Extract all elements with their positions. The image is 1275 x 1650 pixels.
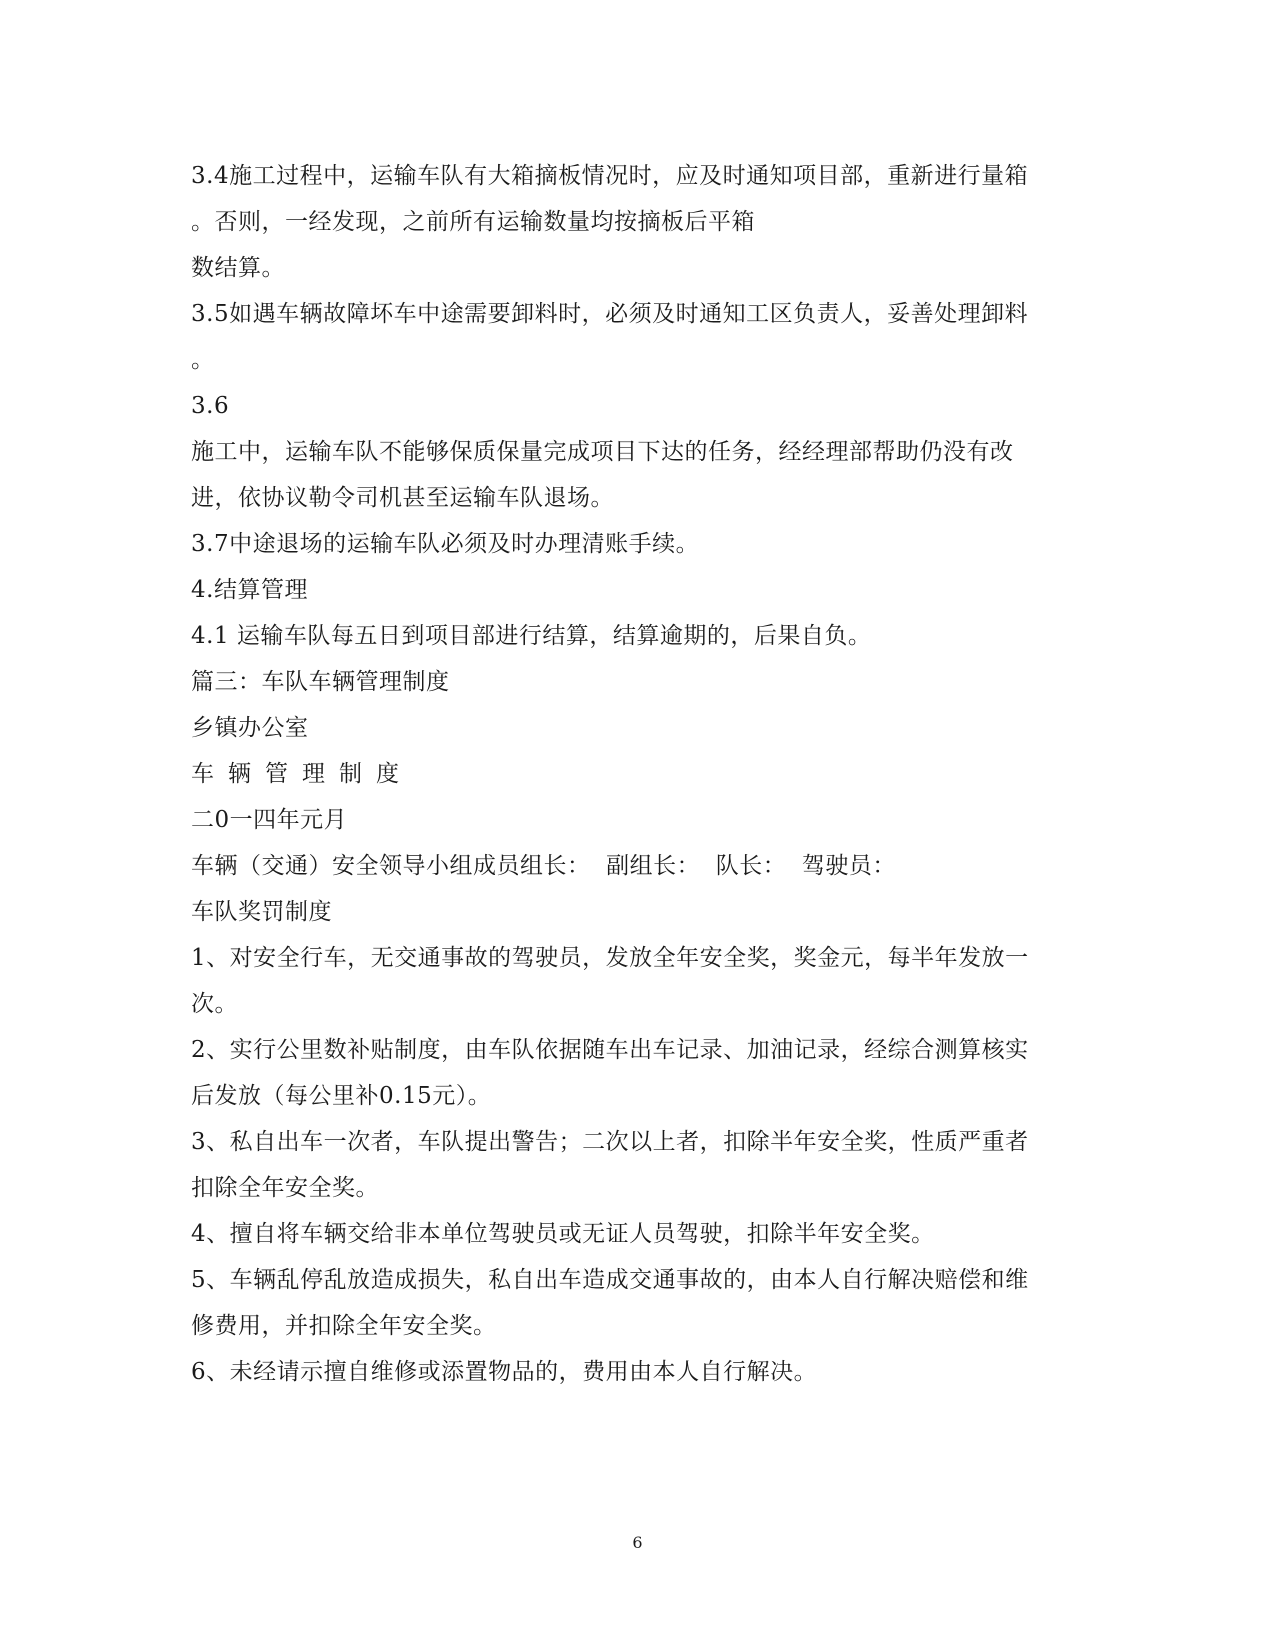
regulation-title: 车辆管理制度 (191, 761, 413, 787)
text-line: 数结算。 (191, 255, 285, 281)
text-line: 1、对安全行车，无交通事故的驾驶员，发放全年安全奖，奖金元，每半年发放一 (191, 945, 1029, 971)
office-name: 乡镇办公室 (191, 715, 309, 741)
section-heading: 车队奖罚制度 (191, 899, 332, 925)
text-line: 。 (191, 347, 215, 373)
text-line: 6、未经请示擅自维修或添置物品的，费用由本人自行解决。 (191, 1359, 818, 1385)
text-line: 3.7中途退场的运输车队必须及时办理清账手续。 (191, 531, 700, 557)
text-line: 施工中，运输车队不能够保质保量完成项目下达的任务，经经理部帮助仍没有改 (191, 439, 1014, 465)
date-line: 二0一四年元月 (191, 807, 348, 833)
text-line: 4.1 运输车队每五日到项目部进行结算，结算逾期的，后果自负。 (191, 623, 872, 649)
text-line: 3.6 (191, 393, 230, 419)
chapter-title: 篇三：车队车辆管理制度 (191, 669, 450, 695)
text-line: 3.5如遇车辆故障坏车中途需要卸料时，必须及时通知工区负责人，妥善处理卸料 (191, 301, 1029, 327)
text-line: 2、实行公里数补贴制度，由车队依据随车出车记录、加油记录，经综合测算核实 (191, 1037, 1029, 1063)
page-number: 6 (632, 1533, 643, 1552)
text-line: 扣除全年安全奖。 (191, 1175, 379, 1201)
text-line: 车辆（交通）安全领导小组成员组长： 副组长： 队长： 驾驶员： (191, 853, 896, 879)
text-line: 5、车辆乱停乱放造成损失，私自出车造成交通事故的，由本人自行解决赔偿和维 (191, 1267, 1029, 1293)
text-line: 。否则，一经发现，之前所有运输数量均按摘板后平箱 (191, 209, 755, 235)
text-line: 修费用，并扣除全年安全奖。 (191, 1313, 497, 1339)
text-line: 进，依协议勒令司机甚至运输车队退场。 (191, 485, 614, 511)
text-line: 次。 (191, 991, 238, 1017)
text-line: 后发放（每公里补0.15元）。 (191, 1083, 492, 1109)
text-line: 3.4施工过程中，运输车队有大箱摘板情况时，应及时通知项目部，重新进行量箱 (191, 163, 1029, 189)
section-heading: 4.结算管理 (191, 577, 308, 603)
text-line: 4、擅自将车辆交给非本单位驾驶员或无证人员驾驶，扣除半年安全奖。 (191, 1221, 935, 1247)
text-line: 3、私自出车一次者，车队提出警告；二次以上者，扣除半年安全奖，性质严重者 (191, 1129, 1029, 1155)
